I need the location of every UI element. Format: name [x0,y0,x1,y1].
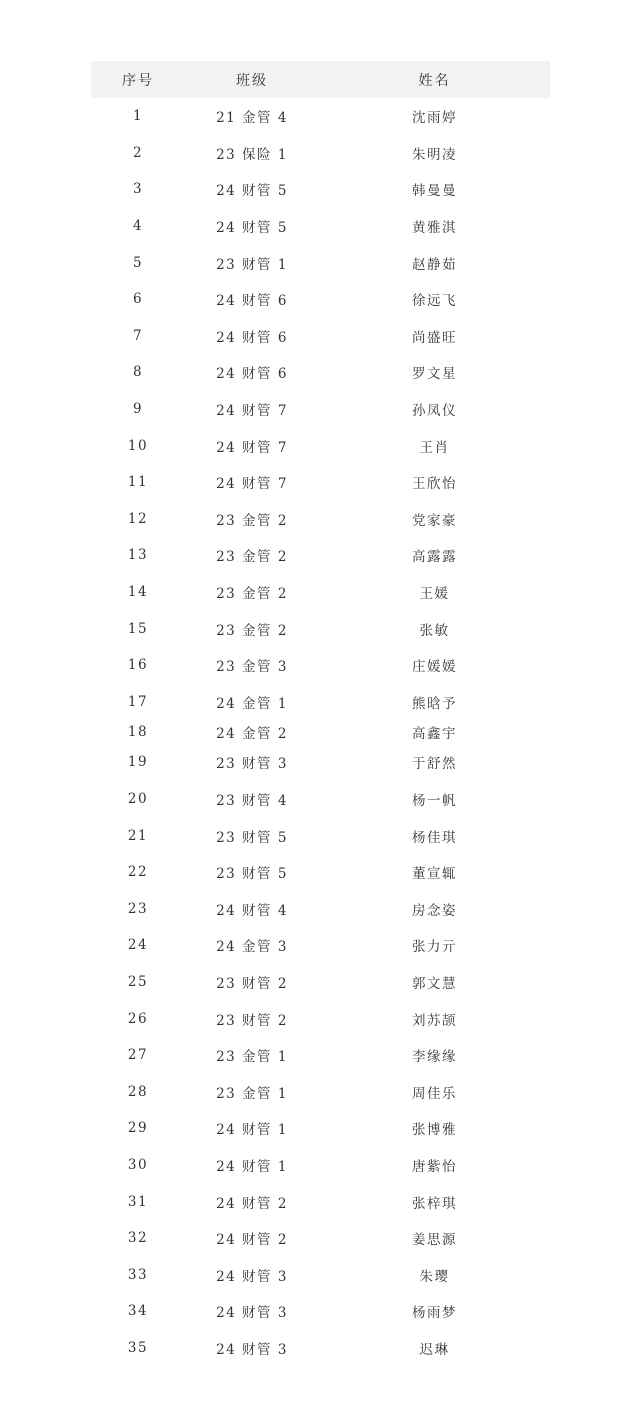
cell-name: 党家豪 [412,512,457,529]
cell-serial-number: 2 [132,144,144,161]
roster-table [91,61,550,1366]
cell-name: 朱明凌 [412,146,457,163]
cell-serial-number: 5 [132,254,144,271]
cell-serial-number: 26 [127,1010,149,1027]
cell-name: 李缘缘 [412,1049,457,1066]
cell-name: 徐远飞 [412,293,457,310]
cell-class: 23 财管 5 [216,829,288,846]
table-row [91,964,550,1001]
cell-class: 24 金管 1 [216,695,288,712]
cell-class: 24 财管 3 [216,1268,288,1285]
cell-class: 23 财管 3 [216,756,288,773]
cell-name: 高露露 [412,549,457,566]
cell-name: 高鑫宇 [412,726,457,743]
cell-class: 24 财管 7 [216,439,288,456]
table-row [91,427,550,464]
cell-serial-number: 15 [127,620,149,637]
cell-serial-number: 3 [132,181,144,198]
table-body [91,98,550,1366]
table-row [91,244,550,281]
cell-class: 23 金管 2 [216,549,288,566]
cell-class: 24 金管 3 [216,939,288,956]
cell-class: 23 金管 2 [216,586,288,603]
cell-serial-number: 34 [127,1303,149,1320]
cell-name: 周佳乐 [412,1085,457,1102]
cell-serial-number: 35 [127,1339,149,1356]
cell-class: 24 财管 4 [216,902,288,919]
table-row [91,171,550,208]
cell-class: 24 财管 6 [216,366,288,383]
table-row [91,890,550,927]
cell-serial-number: 29 [127,1120,149,1137]
table-row [91,684,550,721]
table-row [91,817,550,854]
table-row [91,354,550,391]
table-row [91,854,550,891]
table-row [91,1220,550,1257]
cell-class: 24 财管 6 [216,293,288,310]
header-row [91,61,550,98]
cell-name: 董宣辄 [412,866,457,883]
table-row [91,610,550,647]
cell-class: 23 金管 3 [216,659,288,676]
cell-class: 23 财管 1 [216,256,288,273]
cell-name: 于舒然 [412,756,457,773]
cell-name: 张力亓 [412,939,457,956]
cell-name: 沈雨婷 [412,110,457,127]
roster-table-container [91,61,550,1366]
table-row [91,464,550,501]
table-row [91,1073,550,1110]
cell-serial-number: 4 [132,218,144,235]
cell-serial-number: 7 [132,327,144,344]
cell-class: 24 金管 2 [216,726,288,743]
cell-serial-number: 12 [127,510,149,527]
cell-class: 23 保险 1 [216,146,288,163]
cell-name: 张敏 [419,622,450,639]
header-name: 姓名 [418,72,451,89]
cell-name: 姜思源 [412,1232,457,1249]
cell-name: 庄媛媛 [412,659,457,676]
cell-class: 21 金管 4 [216,110,288,127]
cell-class: 23 金管 1 [216,1049,288,1066]
cell-serial-number: 31 [127,1193,149,1210]
cell-serial-number: 25 [127,973,149,990]
table-row [91,1256,550,1293]
cell-serial-number: 21 [127,827,149,844]
table-row [91,135,550,172]
table-row [91,1293,550,1330]
cell-name: 迟琳 [419,1341,450,1358]
header-serial-number: 序号 [122,72,154,89]
table-row [91,1000,550,1037]
table-row [91,537,550,574]
cell-name: 唐紫怡 [412,1158,457,1175]
table-row [91,744,550,781]
cell-name: 熊晗予 [412,695,457,712]
cell-class: 23 财管 4 [216,792,288,809]
table-row [91,720,550,744]
cell-name: 朱璎 [419,1268,450,1285]
table-row [91,1037,550,1074]
cell-name: 王肖 [419,439,450,456]
cell-serial-number: 33 [127,1266,149,1283]
table-row [91,98,550,135]
cell-class: 23 财管 5 [216,866,288,883]
table-row [91,1183,550,1220]
cell-serial-number: 14 [127,584,149,601]
table-row [91,574,550,611]
cell-name: 王欣怡 [412,476,457,493]
cell-serial-number: 18 [127,724,149,741]
cell-serial-number: 1 [132,108,144,125]
cell-name: 张博雅 [412,1122,457,1139]
cell-serial-number: 8 [132,364,144,381]
cell-serial-number: 19 [127,754,149,771]
table-row [91,927,550,964]
cell-class: 24 财管 1 [216,1122,288,1139]
cell-serial-number: 16 [127,657,149,674]
cell-serial-number: 20 [127,790,149,807]
cell-name: 赵静茹 [412,256,457,273]
cell-serial-number: 22 [127,864,149,881]
cell-serial-number: 23 [127,900,149,917]
cell-serial-number: 24 [127,937,149,954]
cell-class: 24 财管 3 [216,1341,288,1358]
cell-serial-number: 6 [132,291,144,308]
cell-class: 23 金管 2 [216,512,288,529]
cell-class: 24 财管 7 [216,476,288,493]
cell-class: 24 财管 3 [216,1305,288,1322]
cell-name: 刘苏颉 [412,1012,457,1029]
cell-name: 尚盛旺 [412,329,457,346]
cell-name: 罗文星 [412,366,457,383]
cell-serial-number: 13 [127,547,149,564]
cell-class: 24 财管 5 [216,183,288,200]
cell-class: 23 金管 2 [216,622,288,639]
cell-class: 23 财管 2 [216,1012,288,1029]
table-row [91,391,550,428]
table-header [91,61,550,98]
table-row [91,281,550,318]
header-class: 班级 [236,72,268,89]
cell-name: 郭文慧 [412,975,457,992]
cell-name: 张梓琪 [412,1195,457,1212]
cell-serial-number: 28 [127,1083,149,1100]
cell-name: 杨佳琪 [412,829,457,846]
table-row [91,1330,550,1367]
cell-class: 24 财管 5 [216,220,288,237]
table-row [91,647,550,684]
cell-serial-number: 30 [127,1156,149,1173]
cell-name: 黄雅淇 [412,220,457,237]
cell-class: 24 财管 2 [216,1232,288,1249]
cell-class: 24 财管 7 [216,403,288,420]
cell-serial-number: 9 [132,401,144,418]
cell-name: 韩曼曼 [412,183,457,200]
cell-name: 杨雨梦 [412,1305,457,1322]
cell-class: 24 财管 1 [216,1158,288,1175]
cell-name: 王媛 [419,586,450,603]
cell-serial-number: 17 [127,693,149,710]
cell-class: 23 金管 1 [216,1085,288,1102]
cell-name: 孙凤仪 [412,403,457,420]
table-row [91,318,550,355]
cell-name: 房念姿 [412,902,457,919]
cell-serial-number: 10 [127,437,149,454]
cell-class: 24 财管 2 [216,1195,288,1212]
table-row [91,208,550,245]
cell-serial-number: 27 [127,1047,149,1064]
cell-class: 24 财管 6 [216,329,288,346]
table-row [91,1110,550,1147]
table-row [91,1147,550,1184]
table-row [91,781,550,818]
table-row [91,501,550,538]
cell-serial-number: 11 [127,474,149,491]
cell-serial-number: 32 [127,1230,149,1247]
cell-name: 杨一帆 [412,792,457,809]
cell-class: 23 财管 2 [216,975,288,992]
